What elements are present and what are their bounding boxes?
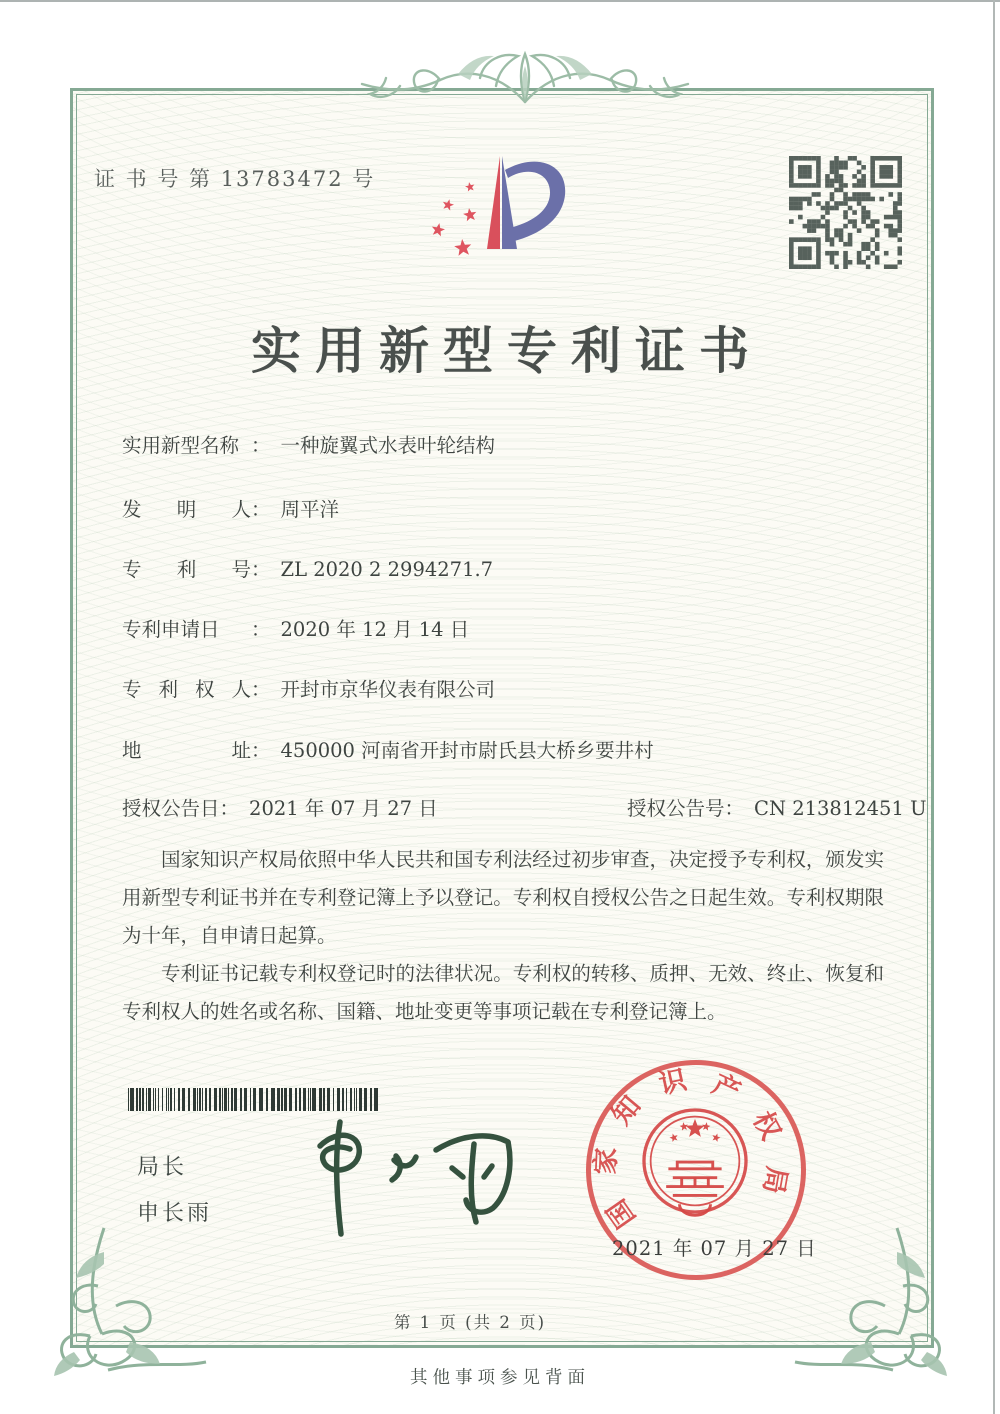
field-label: 专利权人: [122, 678, 251, 701]
legal-paragraphs: [122, 841, 884, 1031]
scan-edge-right: [993, 0, 995, 1414]
field-value: 2020 年 12 月 14 日: [280, 618, 470, 641]
paragraph: 国家知识产权局依照中华人民共和国专利法经过初步审查，决定授予专利权，颁发实用新型专利证书并在专利登记簿上予以登记。专利权自授权公告之日起生效。专利权期限为十年，自申请日起算。: [122, 848, 884, 947]
field-row-name: [122, 430, 495, 458]
colon: ：: [724, 797, 745, 820]
national-emblem-icon: [639, 1100, 751, 1222]
logo-stars: [432, 182, 476, 256]
official-seal: [586, 1060, 817, 1280]
seal-character: 识: [656, 1064, 690, 1101]
logo-star-icon: [454, 239, 471, 256]
colon: ：: [251, 434, 271, 457]
paragraph: 专利证书记载专利权登记时的法律状况。专利权的转移、质押、无效、终止、恢复和专利权人的姓名或名称、国籍、地址变更等事项记载在专利登记簿上。: [122, 962, 884, 1023]
colon: ：: [219, 797, 240, 820]
logo-p-bowl: [505, 162, 565, 242]
signature-handwriting: [278, 1112, 518, 1242]
colon: ：: [251, 558, 271, 581]
seal-date: 2021 年 07 月 27 日: [612, 1237, 817, 1260]
seal-character: 局: [756, 1163, 792, 1196]
signer-name: 申长雨: [137, 1201, 213, 1226]
grant-no-label: 授权公告号: [627, 797, 725, 820]
back-side-note: 其他事项参见背面: [410, 1368, 590, 1388]
seal-character: 国: [601, 1193, 643, 1234]
emblem-star-icon: [669, 1133, 677, 1141]
field-row-inventor: [122, 494, 339, 522]
field-value: 周平洋: [280, 498, 340, 521]
seal-character: 家: [590, 1147, 623, 1176]
field-label: 专利申请日: [122, 618, 220, 641]
scan-edge-top: [0, 0, 1000, 2]
field-label: 地址: [122, 739, 251, 762]
signer-title: 局长: [137, 1155, 188, 1180]
grant-date-value: 2021 年 07 月 27 日: [249, 797, 438, 820]
field-value: 开封市京华仪表有限公司: [280, 678, 496, 701]
page-number: 第 1 页 (共 2 页): [393, 1313, 547, 1332]
emblem-star-icon: [685, 1119, 704, 1137]
grant-row: [122, 793, 927, 821]
colon: ：: [251, 498, 271, 521]
logo-star-icon: [465, 182, 474, 191]
colon: ：: [251, 678, 271, 701]
logo-red-wedge: [487, 156, 500, 249]
qr-code: [789, 156, 902, 269]
field-label: 实用新型名称: [122, 434, 240, 457]
field-label: 专利号: [122, 558, 251, 581]
seal-character: 权: [745, 1106, 786, 1146]
logo-star-icon: [443, 199, 454, 210]
colon: ：: [251, 618, 271, 641]
logo-star-icon: [432, 223, 445, 236]
certificate-number: 证 书 号 第 13783472 号: [94, 167, 376, 191]
colon: ：: [251, 739, 271, 762]
field-row-patentee: [122, 674, 495, 702]
field-row-patent-no: [122, 554, 493, 582]
certificate-title: 实用新型专利证书: [251, 321, 763, 380]
field-label: 发明人: [122, 498, 251, 521]
field-row-address: [122, 735, 654, 763]
field-value: 450000 河南省开封市尉氏县大桥乡要井村: [280, 739, 654, 762]
seal-character: 知: [605, 1090, 647, 1131]
field-value: ZL 2020 2 2994271.7: [280, 558, 494, 581]
seal-character: 产: [707, 1068, 746, 1109]
emblem-star-icon: [712, 1133, 720, 1141]
field-row-filing-date: [122, 614, 469, 642]
cnipa-logo-icon: [425, 150, 575, 290]
logo-star-icon: [463, 208, 476, 221]
grant-no-value: CN 213812451 U: [754, 797, 927, 820]
barcode: [128, 1088, 382, 1111]
field-value: 一种旋翼式水表叶轮结构: [280, 434, 496, 457]
grant-date-label: 授权公告日: [122, 797, 220, 820]
